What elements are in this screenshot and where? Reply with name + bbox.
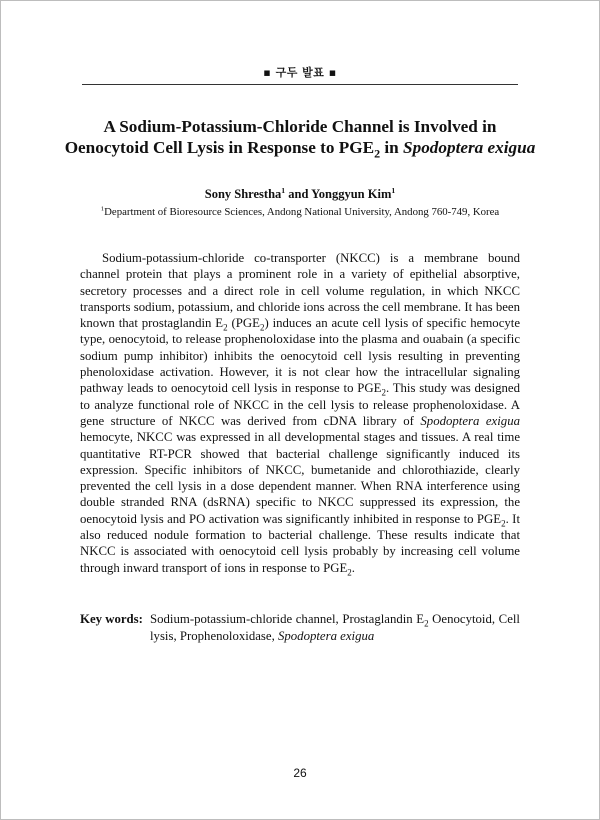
paper-title xyxy=(60,116,540,161)
affiliation-marker: 1 xyxy=(100,205,105,213)
author-conj: and xyxy=(285,187,312,201)
subscript: 2 xyxy=(223,322,228,333)
title-subscript: 2 xyxy=(374,146,381,161)
abstract-text: ) induces an acute cell lysis of specific hemocyte type, oenocytoid, to release prophenoloxidase into the plasma and ouabain (a specific sodium pump inhibitor) inhibits the oenocytoid cell lysis resulting in preventing phenoloxidase activation. However, it is not clear how the intracellular signaling pathway leads to oenocytoid cell lysis in response to PGE xyxy=(80,316,521,396)
section-header: ▪ 구두 발표 ▪ xyxy=(263,66,337,79)
subscript: 2 xyxy=(347,567,352,578)
abstract-body xyxy=(80,250,520,576)
keywords-label: Key words: xyxy=(80,612,143,626)
abstract-text: . It also reduced nodule formation to bacterial challenge. These results indicate that NKCC is associated with oenocytoid cell lysis probably by increasing cell volume through inward transport of ions in response to PGE xyxy=(80,511,520,575)
author-1-affil: 1 xyxy=(281,185,286,195)
abstract-text: Sodium-potassium-chloride co-transporter (NKCC) is a membrane bound channel protein that plays a prominent role in a variety of epithelial absorptive, secretory processes and a direct role in cell volume regulation, in which NKCC transports sodium, potassium, and chloride ions across the cell membrane. It has been known that prostaglandin E xyxy=(80,251,520,331)
affiliation-text: Department of Bioresource Sciences, Andong National University, Andong 760-749, Korea xyxy=(104,206,500,218)
abstract-text: . xyxy=(351,560,355,575)
keywords-text: Oenocytoid, Cell lysis, Prophenoloxidase, xyxy=(150,612,520,643)
abstract-species: Spodoptera exigua xyxy=(420,413,520,428)
keywords xyxy=(80,611,520,644)
title-species: Spodoptera exigua xyxy=(403,138,536,157)
header-rule xyxy=(82,84,518,85)
subscript: 2 xyxy=(501,518,506,529)
abstract-text: (PGE xyxy=(227,316,260,331)
title-line-2: Oenocytoid Cell Lysis in Response to PGE xyxy=(64,138,375,157)
title-in: in xyxy=(380,138,404,157)
abstract-text: . This study was designed to analyze functional role of NKCC in the cell lysis to release prophenoloxidase. A gene structure of NKCC was derived from cDNA library of xyxy=(80,381,520,428)
page-number: 26 xyxy=(293,766,307,780)
author-1: Sony Shrestha xyxy=(204,187,282,201)
title-line-1: A Sodium-Potassium-Chloride Channel is Involved in xyxy=(103,117,497,136)
subscript: 2 xyxy=(259,322,265,333)
authors xyxy=(0,187,600,202)
subscript: 2 xyxy=(424,618,429,629)
author-2: Yonggyun Kim xyxy=(311,187,392,201)
keywords-species: Spodoptera exigua xyxy=(277,628,375,643)
keywords-text: Sodium-potassium-chloride channel, Prostaglandin E xyxy=(150,612,425,626)
affiliation xyxy=(0,206,600,218)
author-2-affil: 1 xyxy=(391,185,396,195)
abstract-text: hemocyte, NKCC was expressed in all developmental stages and tissues. A real time quantitative RT-PCR showed that bacterial challenge significantly induced its expression. Specific inhibitors of NKCC, bumetanide and chlorothiazide, clearly prevented the cell lysis in a dose dependent manner. When RNA interference using double stranded RNA (dsRNA) specific to NKCC suppressed its expression, the oenocytoid lysis and PO activation was significantly inhibited in response to PGE xyxy=(80,430,520,526)
subscript: 2 xyxy=(381,387,386,398)
keywords-list xyxy=(150,611,520,644)
